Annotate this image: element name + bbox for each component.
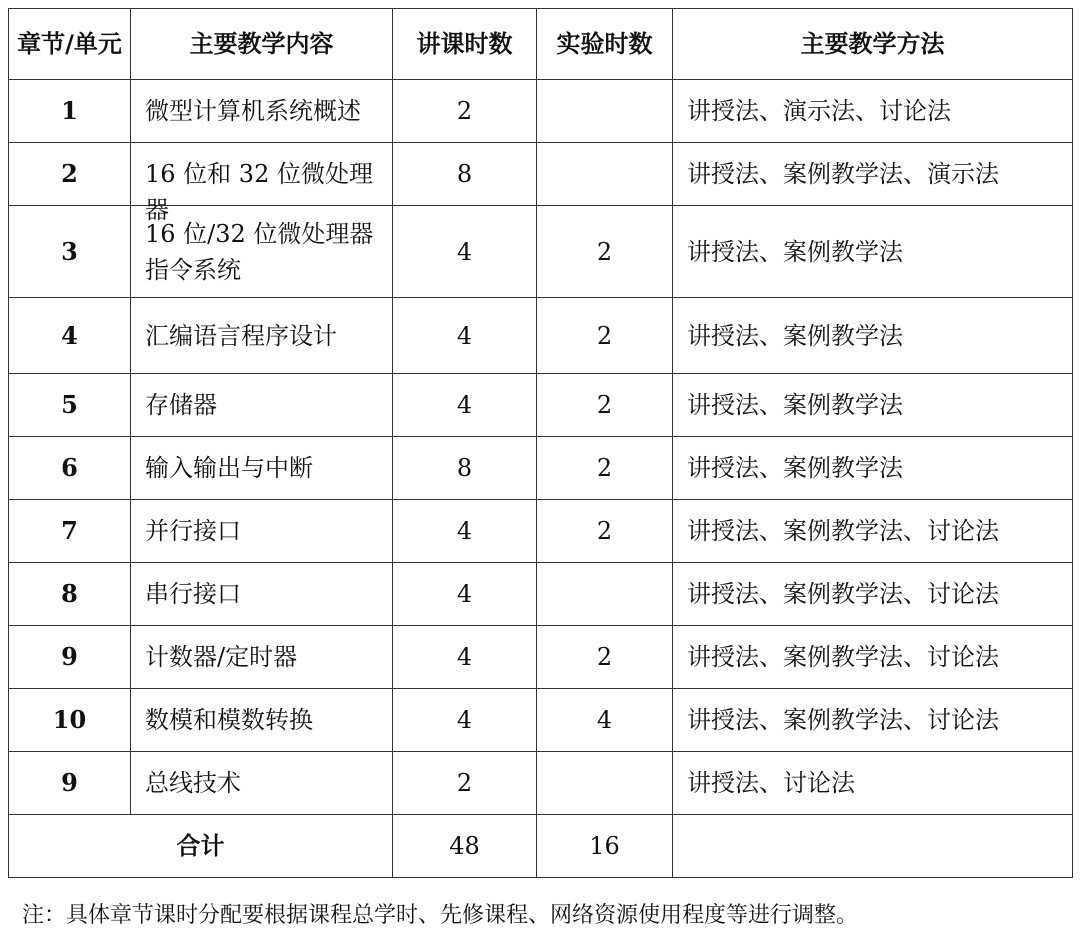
- content-text: 数模和模数转换: [145, 706, 313, 734]
- total-method-cell: [673, 815, 1073, 878]
- lab-hours-cell: 2: [537, 206, 673, 298]
- method-cell: 讲授法、演示法、讨论法: [673, 80, 1073, 143]
- table-row: [9, 689, 1073, 752]
- table-row: [9, 500, 1073, 563]
- lab-hours-cell: 2: [537, 626, 673, 689]
- content-cell: [131, 298, 393, 374]
- table-row: [9, 298, 1073, 374]
- lab-hours-cell: [537, 752, 673, 815]
- content-cell: [131, 374, 393, 437]
- table-note: 注：具体章节课时分配要根据课程总学时、先修课程、网络资源使用程度等进行调整。: [22, 903, 859, 928]
- lab-hours-cell: 2: [537, 298, 673, 374]
- content-text: 微型计算机系统概述: [145, 97, 361, 125]
- table-row: [9, 626, 1073, 689]
- method-cell: 讲授法、案例教学法、演示法: [673, 143, 1073, 206]
- method-cell: 讲授法、案例教学法: [673, 206, 1073, 298]
- content-text: 串行接口: [145, 580, 241, 608]
- content-cell: [131, 143, 393, 224]
- content-text: 汇编语言程序设计: [145, 321, 337, 350]
- content-text: 输入输出与中断: [145, 454, 313, 482]
- chapter-cell: 8: [9, 563, 131, 626]
- chapter-cell: 10: [9, 689, 131, 752]
- content-cell: [131, 689, 393, 752]
- method-cell: 讲授法、案例教学法: [673, 437, 1073, 500]
- lecture-hours-cell: 4: [393, 626, 537, 689]
- header-lab-hours: 实验时数: [537, 9, 673, 80]
- table-row: [9, 80, 1073, 143]
- content-cell: [131, 500, 393, 563]
- content-text: 16 位/32 位微处理器指令系统: [145, 219, 374, 284]
- table-row: [9, 563, 1073, 626]
- header-lecture-hours: 讲课时数: [393, 9, 537, 80]
- lab-hours-cell: 4: [537, 689, 673, 752]
- lecture-hours-cell: 2: [393, 80, 537, 143]
- method-cell: 讲授法、案例教学法: [673, 374, 1073, 437]
- lecture-hours-cell: 4: [393, 374, 537, 437]
- method-cell: 讲授法、讨论法: [673, 752, 1073, 815]
- content-text: 总线技术: [145, 769, 241, 797]
- lab-hours-cell: [537, 80, 673, 143]
- table-row: [9, 143, 1073, 206]
- lab-hours-cell: 2: [537, 500, 673, 563]
- content-cell: [131, 752, 393, 815]
- total-lab-hours: 16: [537, 815, 673, 878]
- lab-hours-cell: 2: [537, 374, 673, 437]
- method-cell: 讲授法、案例教学法、讨论法: [673, 626, 1073, 689]
- total-lecture-hours: 48: [393, 815, 537, 878]
- content-text: 存储器: [145, 391, 217, 419]
- chapter-cell: 6: [9, 437, 131, 500]
- content-text: 16 位和 32 位微处理器: [145, 160, 373, 224]
- lecture-hours-cell: 4: [393, 689, 537, 752]
- header-content: 主要教学内容: [131, 9, 393, 80]
- lecture-hours-cell: 4: [393, 500, 537, 563]
- method-cell: 讲授法、案例教学法: [673, 298, 1073, 374]
- lecture-hours-cell: 4: [393, 298, 537, 374]
- chapter-cell: 4: [9, 298, 131, 374]
- header-methods: 主要教学方法: [673, 9, 1073, 80]
- method-cell: 讲授法、案例教学法、讨论法: [673, 689, 1073, 752]
- content-cell: [131, 626, 393, 689]
- table-row: [9, 752, 1073, 815]
- header-row: [9, 9, 1073, 80]
- lecture-hours-cell: 8: [393, 143, 537, 206]
- table-row: [9, 437, 1073, 500]
- chapter-cell: 3: [9, 206, 131, 298]
- table-row: [9, 206, 1073, 298]
- content-cell: [131, 437, 393, 500]
- content-text: 计数器/定时器: [145, 643, 298, 671]
- chapter-cell: 7: [9, 500, 131, 563]
- content-cell: [131, 563, 393, 626]
- lab-hours-cell: 2: [537, 437, 673, 500]
- lecture-hours-cell: 8: [393, 437, 537, 500]
- chapter-cell: 2: [9, 143, 131, 206]
- lecture-hours-cell: 4: [393, 206, 537, 298]
- header-chapter: 章节/单元: [9, 9, 131, 80]
- lab-hours-cell: [537, 143, 673, 206]
- lecture-hours-cell: 4: [393, 563, 537, 626]
- total-row: [9, 815, 1073, 878]
- content-cell: [131, 80, 393, 143]
- chapter-cell: 9: [9, 626, 131, 689]
- table-row: [9, 374, 1073, 437]
- total-label: 合计: [9, 815, 393, 878]
- chapter-cell: 9: [9, 752, 131, 815]
- content-cell: [131, 206, 393, 298]
- method-cell: 讲授法、案例教学法、讨论法: [673, 563, 1073, 626]
- method-cell: 讲授法、案例教学法、讨论法: [673, 500, 1073, 563]
- lecture-hours-cell: 2: [393, 752, 537, 815]
- chapter-cell: 1: [9, 80, 131, 143]
- teaching-schedule-table: [8, 8, 1073, 878]
- lab-hours-cell: [537, 563, 673, 626]
- chapter-cell: 5: [9, 374, 131, 437]
- content-text: 并行接口: [145, 517, 241, 545]
